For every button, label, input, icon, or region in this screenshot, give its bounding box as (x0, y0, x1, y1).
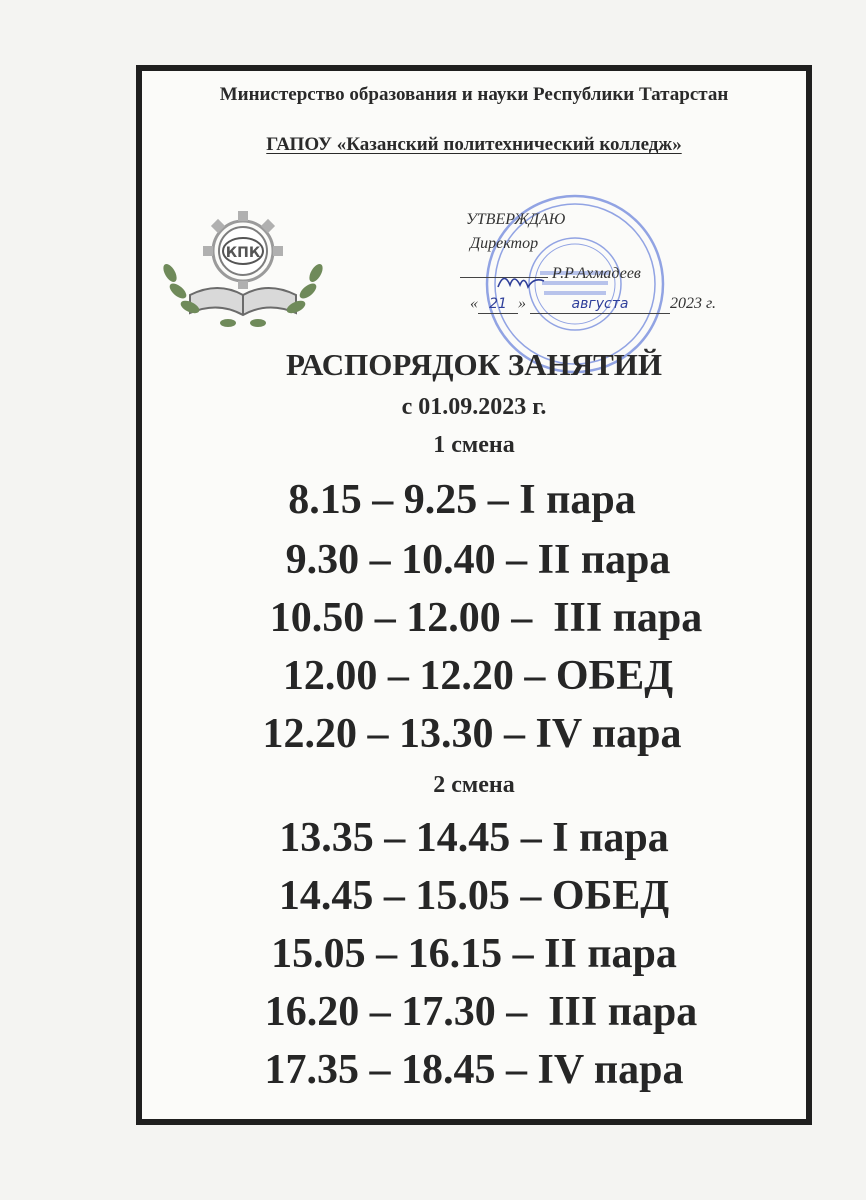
schedule-row: 9.30 – 10.40 – II пара (285, 537, 671, 583)
approval-month: августа (571, 296, 629, 312)
approval-day-line (478, 295, 518, 314)
director-name: Р.Р.Ахмадеев (552, 265, 641, 282)
emblem-text: КПК (225, 245, 261, 261)
approval-date (470, 295, 716, 314)
schedule-row: 15.05 – 16.15 – II пара (271, 931, 677, 977)
schedule-row: 12.20 – 13.30 – IV пара (262, 711, 682, 757)
college-name (142, 133, 806, 157)
college-emblem-icon (158, 203, 328, 335)
approval-block (460, 211, 790, 331)
approval-signature-line (460, 265, 641, 283)
schedule-row: 12.00 – 12.20 – ОБЕД (282, 653, 674, 699)
schedule-row: 17.35 – 18.45 – IV пара (264, 1047, 684, 1093)
schedule-row: 16.20 – 17.30 – III пара (264, 989, 698, 1035)
schedule-start-date: с 01.09.2023 г. (401, 394, 547, 420)
approval-title: УТВЕРЖДАЮ (466, 211, 566, 228)
schedule-row: 10.50 – 12.00 – III пара (269, 595, 703, 641)
college-name-text: ГАПОУ «Казанский политехнический колледж» (266, 134, 682, 155)
date-close-quote: » (518, 295, 526, 312)
schedule-sheet (136, 65, 812, 1125)
signature-icon (460, 277, 548, 278)
ministry-header: Министерство образования и науки Республики Татарстан (219, 84, 729, 105)
schedule-row: 13.35 – 14.45 – I пара (279, 815, 669, 861)
shift-2-label: 2 смена (433, 772, 515, 798)
approval-month-line (530, 295, 670, 314)
date-open-quote: « (470, 295, 478, 312)
schedule-title: РАСПОРЯДОК ЗАНЯТИЙ (285, 347, 663, 382)
schedule-row: 14.45 – 15.05 – ОБЕД (278, 873, 670, 919)
schedule-row: 8.15 – 9.25 – I пара (288, 477, 636, 523)
shift-1-label: 1 смена (433, 432, 515, 458)
approval-position: Директор (470, 235, 539, 252)
approval-year: 2023 г. (670, 295, 717, 312)
approval-day: 21 (489, 296, 507, 312)
